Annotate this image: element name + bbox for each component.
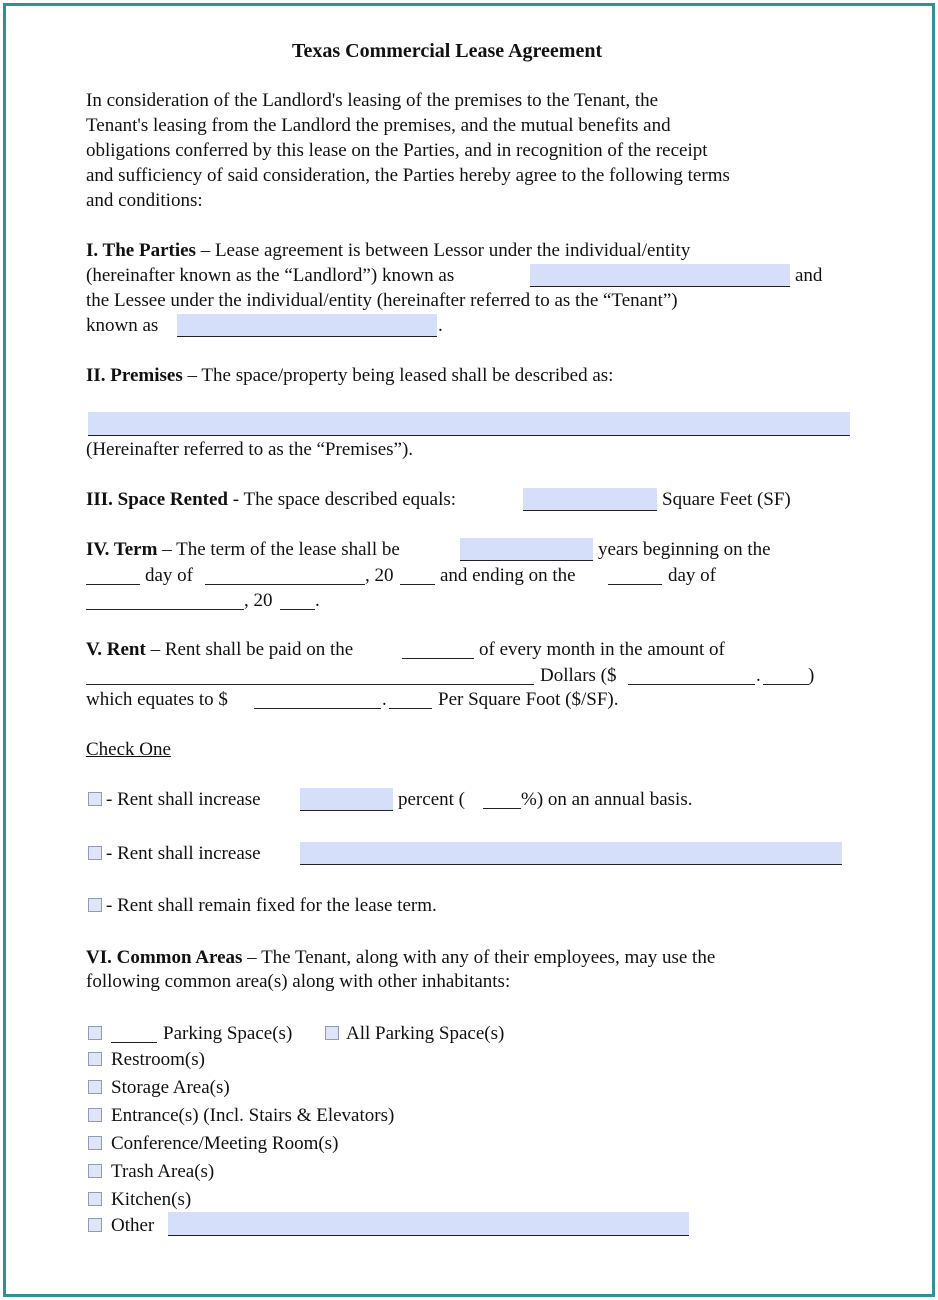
rent-amount-words-blank[interactable] xyxy=(86,664,534,685)
common-item-label: Conference/Meeting Room(s) xyxy=(111,1133,339,1154)
rent-dollars-blank[interactable] xyxy=(628,664,755,685)
check-option-text: - Rent shall increase xyxy=(106,843,261,864)
common-item-label: Storage Area(s) xyxy=(111,1077,230,1098)
rent-text: ) xyxy=(808,665,815,686)
other-checkbox[interactable] xyxy=(88,1218,102,1232)
term-text: day of xyxy=(668,565,717,586)
term-text: years beginning on the xyxy=(598,539,771,560)
storage-area-checkbox[interactable] xyxy=(88,1080,102,1094)
parking-count-checkbox[interactable] xyxy=(88,1026,102,1040)
premises-line: (Hereinafter referred to as the “Premises”). xyxy=(86,439,414,460)
section-heading: I. The Parties xyxy=(86,240,196,261)
term-line xyxy=(86,538,400,562)
check-option-text: - Rent shall increase xyxy=(106,789,261,810)
term-text: , 20 xyxy=(365,565,394,586)
document-title: Texas Commercial Lease Agreement xyxy=(292,40,603,62)
conference-room-checkbox[interactable] xyxy=(88,1136,102,1150)
parties-line: known as xyxy=(86,315,159,336)
rent-cents-blank[interactable] xyxy=(763,664,809,685)
trash-area-checkbox[interactable] xyxy=(88,1164,102,1178)
parties-line xyxy=(86,239,690,263)
kitchen-checkbox[interactable] xyxy=(88,1192,102,1206)
common-item-label: Trash Area(s) xyxy=(111,1161,215,1182)
rent-text: which equates to $ xyxy=(86,689,228,710)
entrance-checkbox[interactable] xyxy=(88,1108,102,1122)
term-text: and ending on the xyxy=(440,565,576,586)
increase-percent-checkbox[interactable] xyxy=(88,792,102,806)
common-line: following common area(s) along with other inhabitants: xyxy=(86,971,511,992)
rent-text: Per Square Foot ($/SF). xyxy=(438,689,619,710)
increase-other-checkbox[interactable] xyxy=(88,846,102,860)
intro-line: In consideration of the Landlord's leasing of the premises to the Tenant, the xyxy=(86,90,659,111)
common-item-label: All Parking Space(s) xyxy=(346,1023,505,1044)
restroom-checkbox[interactable] xyxy=(88,1052,102,1066)
increase-percent-blank[interactable] xyxy=(483,788,521,809)
parking-count-blank[interactable] xyxy=(111,1022,157,1043)
per-sf-dollars-blank[interactable] xyxy=(254,688,381,709)
rent-due-day-blank[interactable] xyxy=(402,638,474,659)
intro-line: and conditions: xyxy=(86,190,203,211)
parties-text: . xyxy=(438,315,443,336)
common-item-label: Entrance(s) (Incl. Stairs & Elevators) xyxy=(111,1105,395,1126)
parties-line: (hereinafter known as the “Landlord”) known as xyxy=(86,265,455,286)
premises-description-field[interactable] xyxy=(88,412,850,436)
increase-percent-words-field[interactable] xyxy=(300,788,393,811)
premises-line xyxy=(86,364,613,388)
landlord-name-field[interactable] xyxy=(530,264,790,287)
common-item-label: Restroom(s) xyxy=(111,1049,205,1070)
start-year-blank[interactable] xyxy=(400,564,435,585)
section-heading: VI. Common Areas xyxy=(86,947,243,968)
section-heading: III. Space Rented xyxy=(86,489,228,510)
tenant-name-field[interactable] xyxy=(177,314,437,337)
check-option-text: - Rent shall remain fixed for the lease term. xyxy=(106,895,437,916)
term-text: day of xyxy=(145,565,194,586)
rent-line xyxy=(86,638,353,662)
check-one-heading: Check One xyxy=(86,739,171,760)
premises-text: – The space/property being leased shall be described as: xyxy=(182,365,614,386)
parties-text: – Lease agreement is between Lessor under the individual/entity xyxy=(195,240,691,261)
check-option-text: percent ( xyxy=(398,789,465,810)
common-text: – The Tenant, along with any of their employees, may use the xyxy=(242,947,716,968)
check-option-text: %) on an annual basis. xyxy=(521,789,693,810)
rent-text: Dollars ($ xyxy=(540,665,617,686)
end-month-blank[interactable] xyxy=(86,589,244,610)
space-text: - The space described equals: xyxy=(227,489,457,510)
rent-text: . xyxy=(756,665,761,686)
parties-text: and xyxy=(795,265,823,286)
end-year-blank[interactable] xyxy=(280,589,315,610)
term-years-field[interactable] xyxy=(460,538,593,561)
parties-line: the Lessee under the individual/entity (hereinafter referred to as the “Tenant”) xyxy=(86,290,678,311)
common-item-label: Parking Space(s) xyxy=(163,1023,293,1044)
per-sf-cents-blank[interactable] xyxy=(389,688,432,709)
square-feet-field[interactable] xyxy=(523,488,657,511)
term-text: . xyxy=(315,590,320,611)
space-line xyxy=(86,488,456,512)
term-text: – The term of the lease shall be xyxy=(157,539,400,560)
section-heading: V. Rent xyxy=(86,639,146,660)
space-text: Square Feet (SF) xyxy=(662,489,791,510)
start-month-blank[interactable] xyxy=(205,564,365,585)
common-item-label: Kitchen(s) xyxy=(111,1189,192,1210)
intro-line: obligations conferred by this lease on the Parties, and in recognition of the receipt xyxy=(86,140,708,161)
rent-text: of every month in the amount of xyxy=(479,639,725,660)
common-item-label: Other xyxy=(111,1215,155,1236)
common-line xyxy=(86,946,715,970)
start-day-blank[interactable] xyxy=(86,564,140,585)
intro-line: Tenant's leasing from the Landlord the premises, and the mutual benefits and xyxy=(86,115,671,136)
rent-text: . xyxy=(382,689,387,710)
rent-text: – Rent shall be paid on the xyxy=(145,639,354,660)
rent-fixed-checkbox[interactable] xyxy=(88,898,102,912)
section-heading: II. Premises xyxy=(86,365,183,386)
other-area-field[interactable] xyxy=(168,1212,689,1236)
all-parking-checkbox[interactable] xyxy=(325,1026,339,1040)
end-day-blank[interactable] xyxy=(608,564,662,585)
intro-line: and sufficiency of said consideration, the Parties hereby agree to the following terms xyxy=(86,165,730,186)
term-text: , 20 xyxy=(244,590,273,611)
increase-other-field[interactable] xyxy=(300,842,842,865)
section-heading: IV. Term xyxy=(86,539,158,560)
